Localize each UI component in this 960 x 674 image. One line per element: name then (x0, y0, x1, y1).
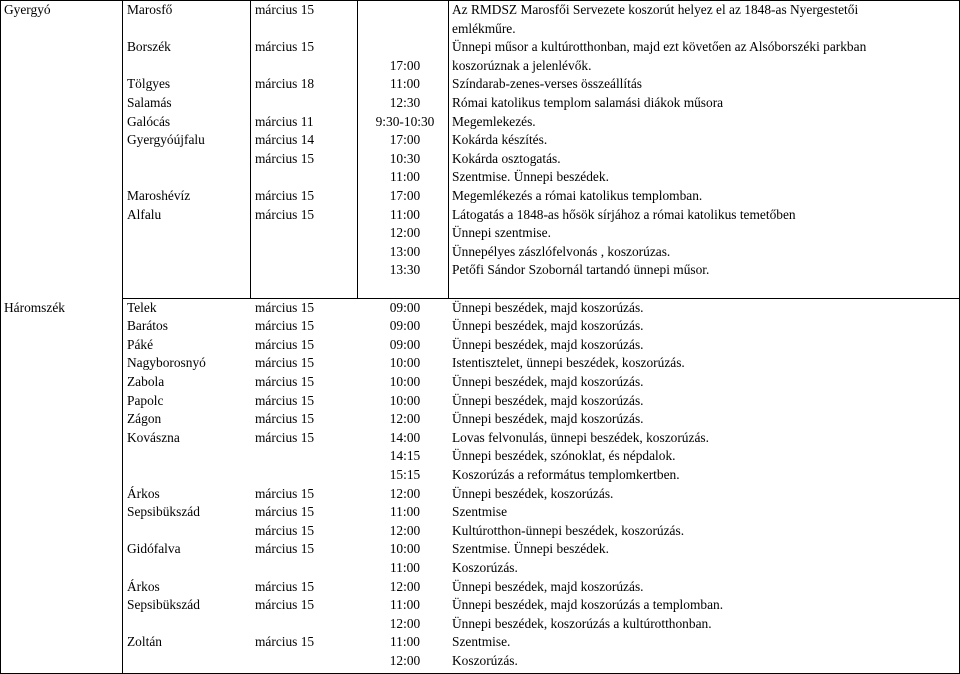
cell-time: 12:00 (389, 653, 421, 668)
cell-time: 13:00 (389, 243, 421, 259)
cell-event: Ünnepi szentmise. (452, 225, 551, 241)
cell-time: 11:00 (389, 560, 420, 575)
section-divider (122, 298, 959, 299)
cell-date: március 15 (255, 522, 315, 538)
cell-place: Zágon (127, 411, 162, 427)
cell-time: 10:00 (389, 541, 421, 557)
cell-place: Zoltán (127, 634, 162, 650)
cell-date: március 15 (255, 206, 315, 222)
cell-date: március 15 (255, 634, 315, 650)
column-line-4 (448, 0, 449, 298)
cell-time: 11:00 (389, 169, 420, 185)
cell-time: 10:00 (389, 374, 421, 389)
cell-time: 11:00 (389, 634, 420, 650)
cell-region: Háromszék (4, 299, 65, 315)
cell-date: március 15 (255, 597, 315, 613)
cell-event: Az RMDSZ Marosfői Servezete koszorút helyez el az 1848-as Nyergestetői (452, 2, 859, 17)
cell-date: március 15 (255, 485, 315, 501)
cell-time: 12:00 (389, 522, 421, 538)
cell-event: Ünnepi beszédek, majd koszorúzás. (452, 336, 644, 352)
cell-event: Kokárda készítés. (452, 132, 548, 148)
cell-event: Koszorúzás a református templomkertben. (452, 467, 680, 482)
cell-date: március 15 (255, 355, 315, 371)
cell-time: 10:00 (389, 355, 421, 371)
cell-event: Ünnepi beszédek, majd koszorúzás. (452, 318, 644, 334)
cell-event: Szentmise. (452, 634, 511, 650)
cell-place: Telek (127, 299, 157, 315)
cell-date: március 15 (255, 39, 315, 55)
cell-place: Tölgyes (127, 76, 171, 92)
cell-time: 11:00 (389, 76, 420, 92)
cell-date: március 15 (255, 429, 315, 445)
cell-time: 11:00 (389, 206, 420, 222)
cell-event: Petőfi Sándor Szobornál tartandó ünnepi műsor. (452, 262, 710, 278)
cell-place: Marosfő (127, 2, 173, 17)
cell-event: Ünnepi beszédek, majd koszorúzás. (452, 392, 644, 408)
cell-time: 12:00 (389, 225, 421, 241)
cell-time: 09:00 (389, 299, 421, 315)
cell-time: 17:00 (389, 188, 421, 203)
table-left-border (0, 0, 1, 674)
cell-event: Lovas felvonulás, ünnepi beszédek, koszorúzás. (452, 429, 709, 445)
cell-place: Papolc (127, 392, 164, 408)
cell-event: Ünnepi beszédek, majd koszorúzás. (452, 299, 644, 315)
cell-event: Szentmise. Ünnepi beszédek. (452, 541, 609, 557)
cell-event: Koszorúzás. (452, 653, 518, 668)
cell-time: 10:30 (389, 150, 421, 166)
cell-time: 12:00 (389, 411, 421, 427)
cell-time: 14:15 (389, 448, 421, 464)
cell-event: Látogatás a 1848-as hősök sírjához a római katolikus temetőben (452, 206, 796, 222)
cell-place: Maroshévíz (127, 188, 191, 203)
cell-event: Istentisztelet, ünnepi beszédek, koszorúzás. (452, 355, 685, 371)
cell-time: 13:30 (389, 262, 421, 278)
cell-place: Kovászna (127, 429, 180, 445)
cell-date: március 15 (255, 188, 315, 203)
cell-time: 17:00 (389, 132, 421, 148)
cell-event: Ünnepi beszédek, koszorúzás a kultúrotthonban. (452, 615, 712, 631)
cell-date: március 15 (255, 541, 315, 557)
cell-event: Ünnepi beszédek, majd koszorúzás. (452, 374, 644, 389)
cell-date: március 15 (255, 318, 315, 334)
cell-event: Ünnepi műsor a kultúrotthonban, majd ezt követően az Alsóborszéki parkban (452, 39, 867, 55)
cell-time: 15:15 (389, 467, 421, 482)
cell-time: 10:00 (389, 392, 421, 408)
cell-event: Ünnepélyes zászlófelvonás , koszorúzas. (452, 243, 671, 259)
column-line-2 (250, 0, 251, 298)
cell-place: Sepsibükszád (127, 504, 200, 520)
cell-time: 11:00 (389, 504, 420, 520)
cell-time: 11:00 (389, 597, 420, 613)
cell-event: Ünnepi beszédek, majd koszorúzás a templomban. (452, 597, 724, 613)
cell-place: Zabola (127, 374, 165, 389)
cell-place: Sepsibükszád (127, 597, 200, 613)
cell-place: Nagyborosnyó (127, 355, 206, 371)
cell-place: Galócás (127, 113, 171, 129)
cell-place: Alfalu (127, 206, 162, 222)
cell-time: 14:00 (389, 429, 421, 445)
cell-event: Római katolikus templom salamási diákok műsora (452, 95, 724, 110)
cell-time: 12:00 (389, 615, 421, 631)
cell-date: március 15 (255, 578, 315, 594)
cell-time: 09:00 (389, 318, 421, 334)
cell-date: március 15 (255, 336, 315, 352)
cell-date: március 11 (255, 113, 314, 129)
cell-time: 12:30 (389, 95, 421, 110)
cell-time: 12:00 (389, 485, 421, 501)
cell-time: 17:00 (389, 57, 421, 73)
cell-event: Megemlékezés a római katolikus templomban. (452, 188, 703, 203)
cell-date: március 15 (255, 504, 315, 520)
cell-event-continued: koszorúznak a jelenlévők. (452, 57, 592, 73)
cell-date: március 15 (255, 2, 315, 17)
cell-place: Gyergyóújfalu (127, 132, 205, 148)
cell-date: március 15 (255, 374, 315, 389)
column-line-3 (357, 0, 358, 298)
cell-date: március 14 (255, 132, 315, 148)
cell-place: Barátos (127, 318, 168, 334)
cell-time: 09:00 (389, 336, 421, 352)
cell-place: Árkos (127, 485, 160, 501)
cell-date: március 15 (255, 392, 315, 408)
cell-event: Ünnepi beszédek, majd koszorúzás. (452, 411, 644, 427)
column-line-1b (122, 298, 123, 674)
cell-event: Ünnepi beszédek, szónoklat, és népdalok. (452, 448, 676, 464)
cell-event: Kokárda osztogatás. (452, 150, 561, 166)
cell-event: Ünnepi beszédek, majd koszorúzás. (452, 578, 644, 594)
cell-time: 9:30-10:30 (375, 113, 435, 129)
cell-date: március 18 (255, 76, 315, 92)
cell-place: Salamás (127, 95, 172, 110)
cell-date: március 15 (255, 411, 315, 427)
cell-event: Szentmise (452, 504, 508, 520)
cell-place: Árkos (127, 578, 160, 594)
cell-event: Szentmise. Ünnepi beszédek. (452, 169, 609, 185)
cell-place: Páké (127, 336, 154, 352)
cell-event-continued: emlékműre. (452, 20, 516, 36)
cell-place: Borszék (127, 39, 171, 55)
cell-event: Ünnepi beszédek, koszorúzás. (452, 485, 614, 501)
cell-place: Gidófalva (127, 541, 181, 557)
cell-date: március 15 (255, 299, 315, 315)
table-top-border (0, 0, 959, 1)
cell-event: Kultúrotthon-ünnepi beszédek, koszorúzás. (452, 522, 685, 538)
cell-time: 12:00 (389, 578, 421, 594)
cell-event: Koszorúzás. (452, 560, 518, 575)
cell-event: Színdarab-zenes-verses összeállítás (452, 76, 642, 92)
cell-region: Gyergyó (4, 2, 51, 17)
cell-date: március 15 (255, 150, 315, 166)
cell-event: Megemlekezés. (452, 113, 536, 129)
